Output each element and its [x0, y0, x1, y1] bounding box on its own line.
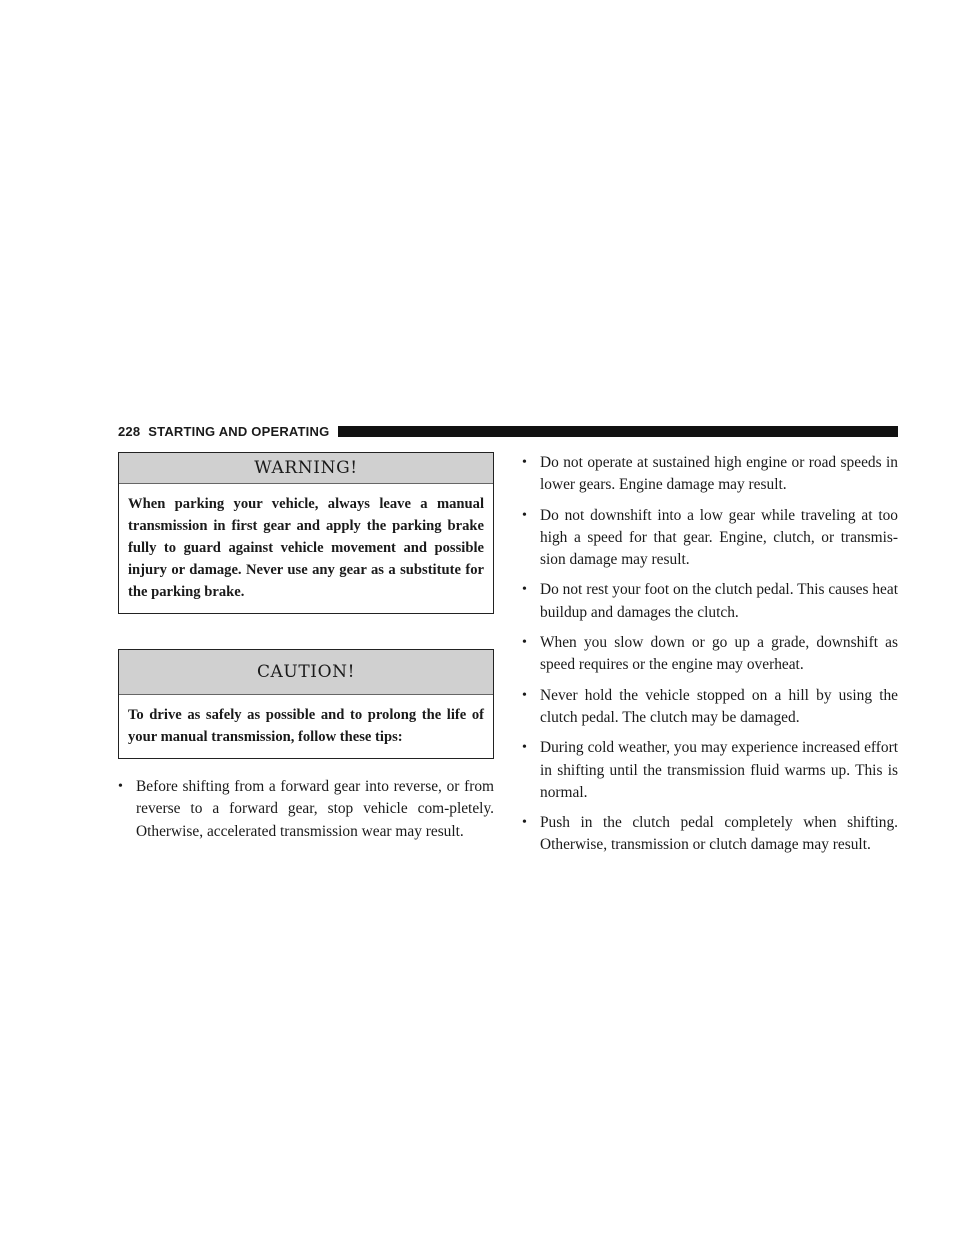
list-item-text: Before shifting from a forward gear into reverse, or from reverse to a forward gear, stop vehicle com-pletely. Otherwise, accelerated transmission wear may result. — [136, 778, 494, 840]
list-item-text: Never hold the vehicle stopped on a hill by using the clutch pedal. The clutch may be damaged. — [540, 686, 898, 726]
caution-text: To drive as safely as possible and to prolong the life of your manual transmission, follow these tips: — [128, 707, 484, 745]
list-item — [118, 776, 494, 843]
header-rule — [338, 426, 898, 437]
bullet-icon: • — [522, 507, 527, 523]
list-item — [522, 812, 898, 857]
warning-title: WARNING! — [119, 453, 493, 484]
bullet-icon: • — [522, 740, 527, 756]
right-column — [522, 452, 898, 865]
list-item-text: Push in the clutch pedal completely when shifting. Otherwise, transmission or clutch damage may result. — [540, 814, 898, 854]
list-item — [522, 452, 898, 497]
list-item-text: Do not downshift into a low gear while traveling at too high a speed for that gear. Engine, clutch, or transmis-sion damage may result. — [540, 506, 898, 569]
bullet-icon: • — [522, 455, 527, 470]
bullet-icon: • — [118, 779, 123, 794]
left-bullet-list — [118, 776, 494, 843]
list-item — [522, 632, 898, 677]
right-bullet-list — [522, 452, 898, 857]
bullet-icon: • — [522, 687, 527, 703]
caution-title: CAUTION! — [119, 650, 493, 695]
warning-box — [118, 452, 494, 614]
page-header — [118, 423, 898, 439]
section-title: STARTING AND OPERATING — [148, 423, 330, 439]
list-item — [522, 685, 898, 730]
bullet-icon: • — [522, 815, 527, 831]
warning-text: When parking your vehicle, always leave a manual transmission in first gear and apply the parking brake fully to guard against vehicle movement and possible injury or damage. Never use any gear as a substitute for the parking brake. — [128, 496, 484, 600]
left-column — [118, 452, 494, 851]
bullet-icon: • — [522, 582, 527, 598]
list-item — [522, 579, 898, 624]
list-item — [522, 505, 898, 572]
list-item-text: Do not operate at sustained high engine or road speeds in lower gears. Engine damage may result. — [540, 454, 898, 494]
bullet-icon: • — [522, 635, 527, 651]
caution-box — [118, 649, 494, 759]
list-item-text: Do not rest your foot on the clutch pedal. This causes heat buildup and damages the clutch. — [540, 581, 898, 621]
list-item-text: During cold weather, you may experience increased effort in shifting until the transmission fluid warms up. This is normal. — [540, 739, 898, 801]
list-item — [522, 737, 898, 804]
list-item-text: When you slow down or go up a grade, downshift as speed requires or the engine may overheat. — [540, 634, 898, 674]
page-number: 228 — [118, 423, 141, 439]
